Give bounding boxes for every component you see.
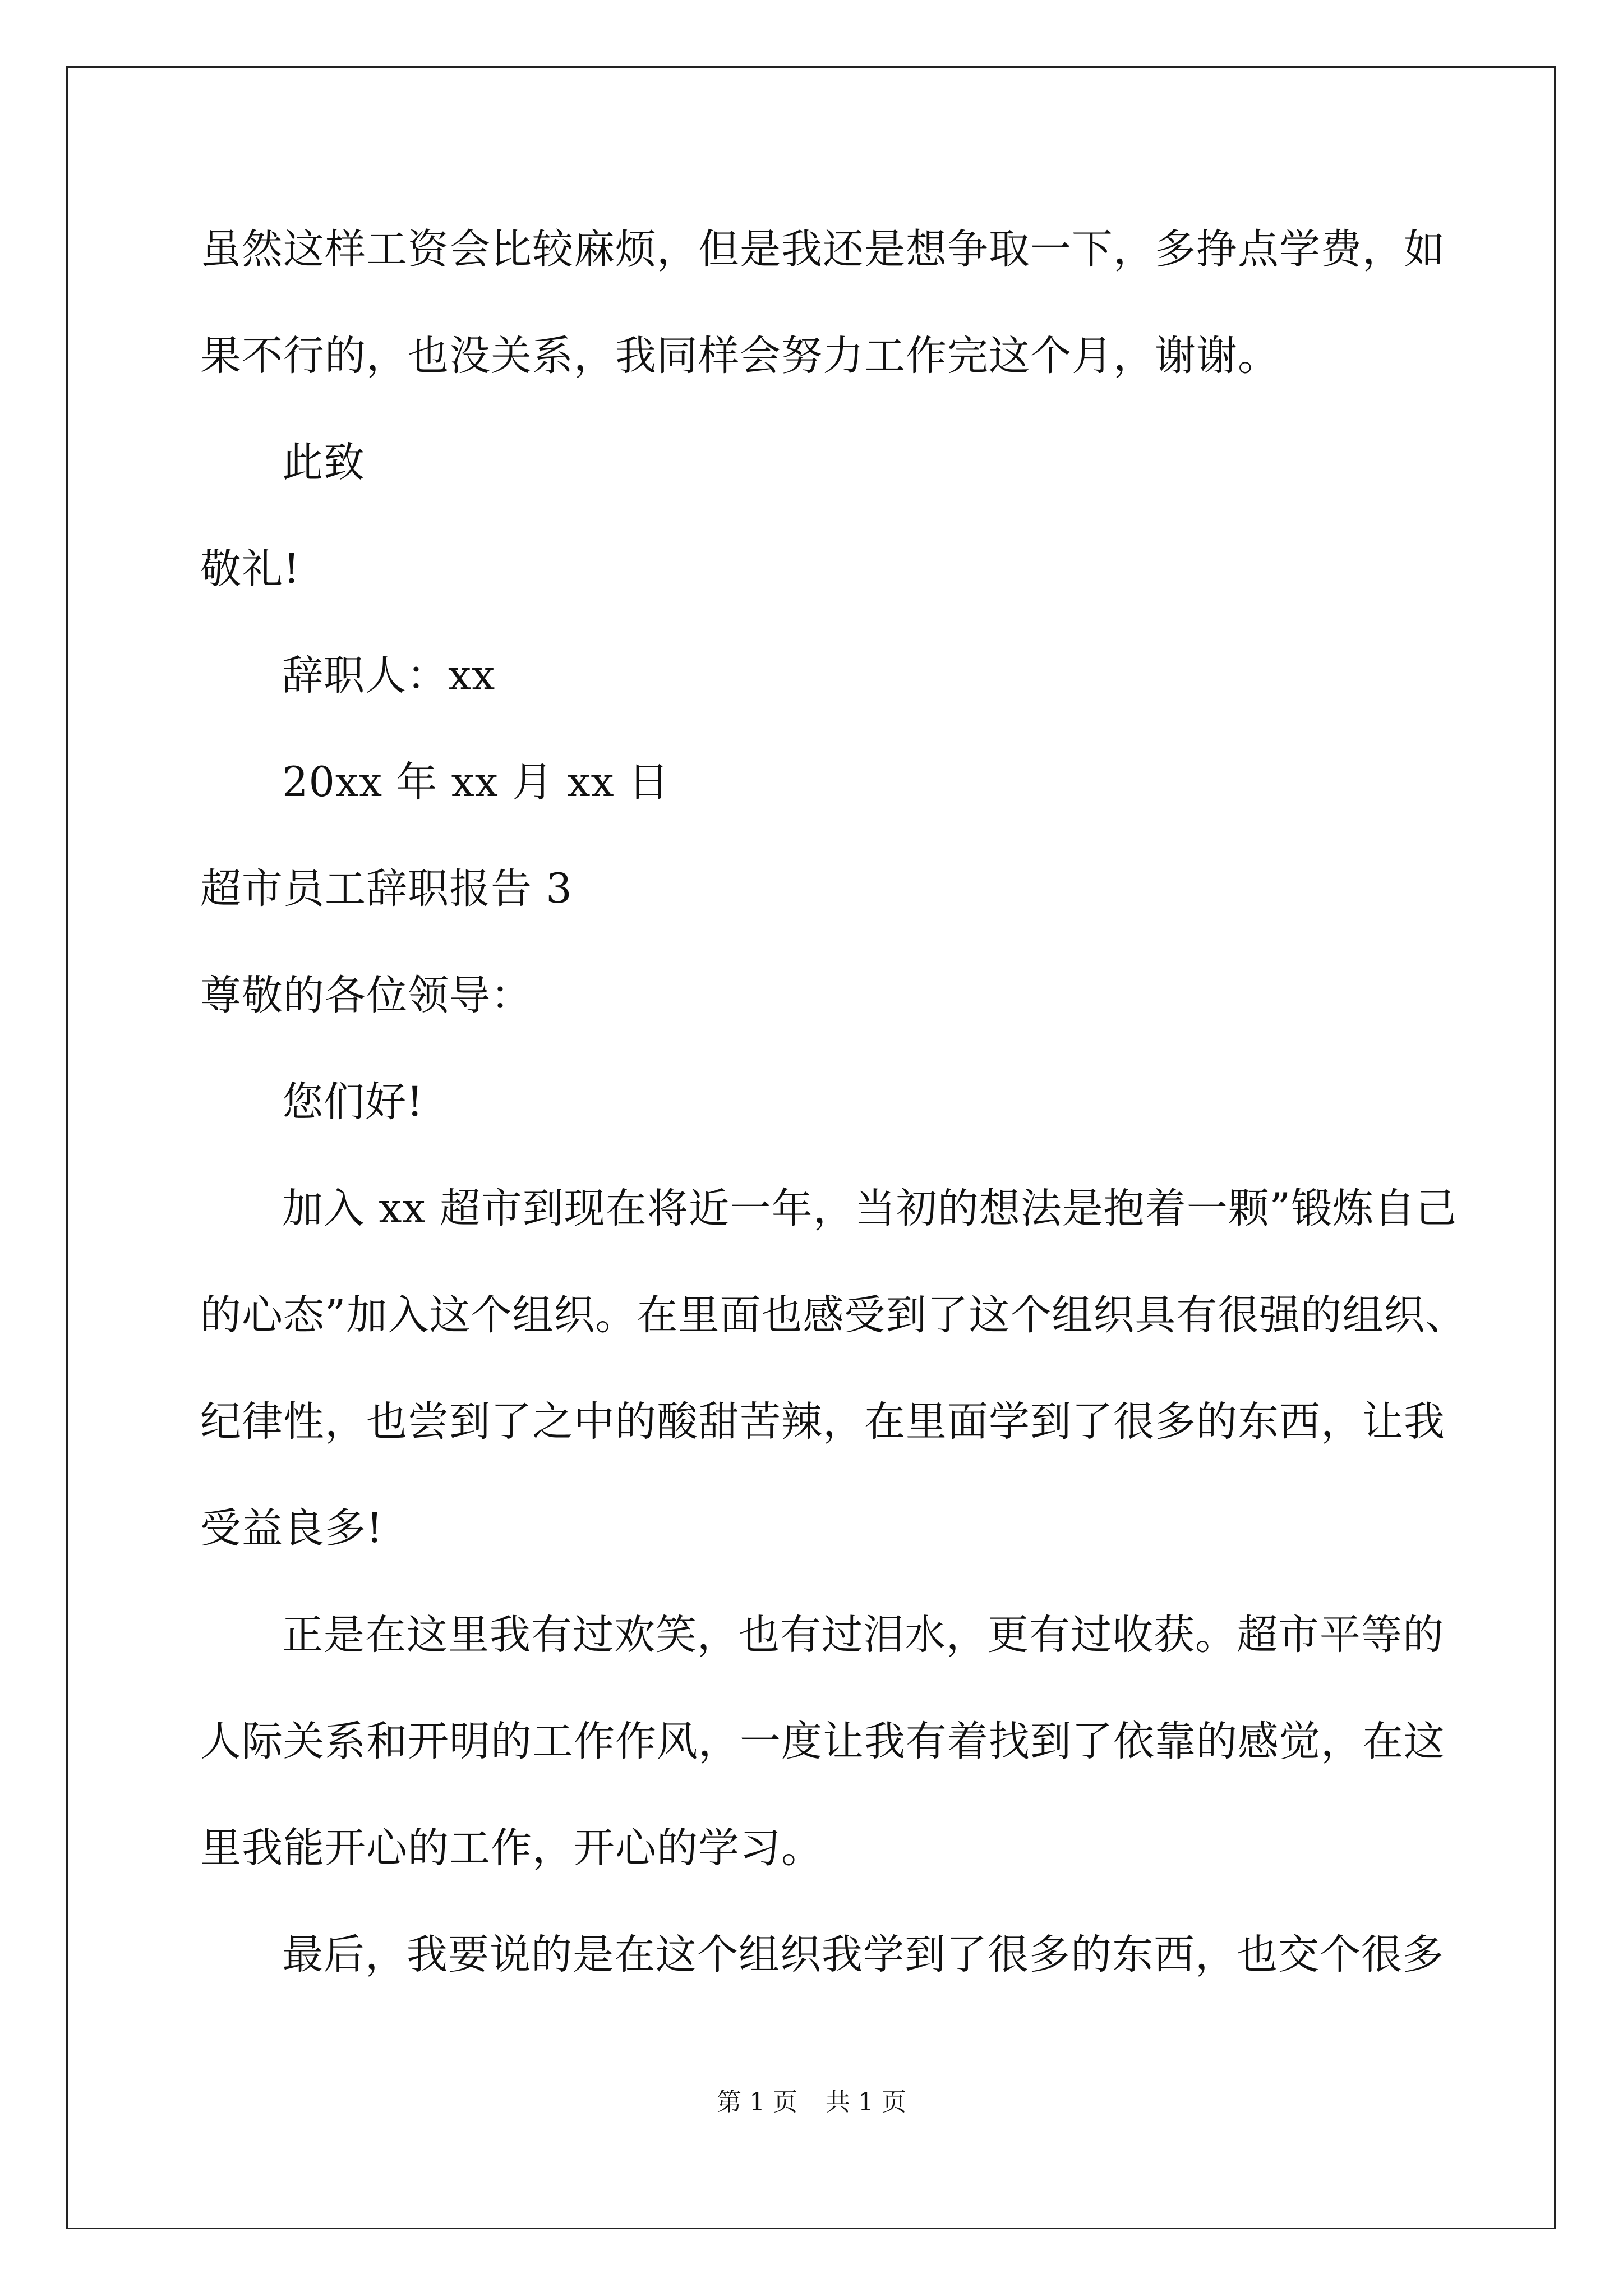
page-number-total: 共 1 页 xyxy=(826,2088,906,2116)
document-body xyxy=(200,219,1468,2031)
signature-date: 20xx 年 xx 月 xx 日 xyxy=(282,758,670,806)
text-line: 加入 xx 超市到现在将近一年，当初的想法是抱着一颗”锻炼自己 xyxy=(282,1185,1458,1232)
text-line: 果不行的，也没关系，我同样会努力工作完这个月，谢谢。 xyxy=(200,332,1279,380)
text-line: 最后，我要说的是在这个组织我学到了很多的东西，也交个很多 xyxy=(282,1931,1444,1978)
text-line: 正是在这里我有过欢笑，也有过泪水，更有过收获。超市平等的 xyxy=(282,1611,1444,1659)
page-number-current: 第 1 页 xyxy=(717,2088,797,2116)
page-footer xyxy=(0,2086,1623,2119)
text-line: 虽然这样工资会比较麻烦，但是我还是想争取一下，多挣点学费，如 xyxy=(200,226,1445,273)
closing-salutation: 此致 xyxy=(282,439,365,486)
text-line: 的心态”加入这个组织。在里面也感受到了这个组织具有很强的组织、 xyxy=(200,1291,1467,1339)
section-title: 超市员工辞职报告 3 xyxy=(200,865,573,913)
text-line: 纪律性，也尝到了之中的酸甜苦辣，在里面学到了很多的东西，让我 xyxy=(200,1398,1445,1446)
text-line: 人际关系和开明的工作作风，一度让我有着找到了依靠的感觉，在这 xyxy=(200,1718,1445,1765)
greeting: 您们好! xyxy=(282,1078,424,1126)
signature-name: 辞职人：xx xyxy=(282,652,496,700)
text-line: 受益良多! xyxy=(200,1504,384,1552)
text-line: 里我能开心的工作，开心的学习。 xyxy=(200,1824,823,1872)
closing-respect: 敬礼! xyxy=(200,545,301,593)
greeting-addressee: 尊敬的各位领导： xyxy=(200,972,532,1019)
